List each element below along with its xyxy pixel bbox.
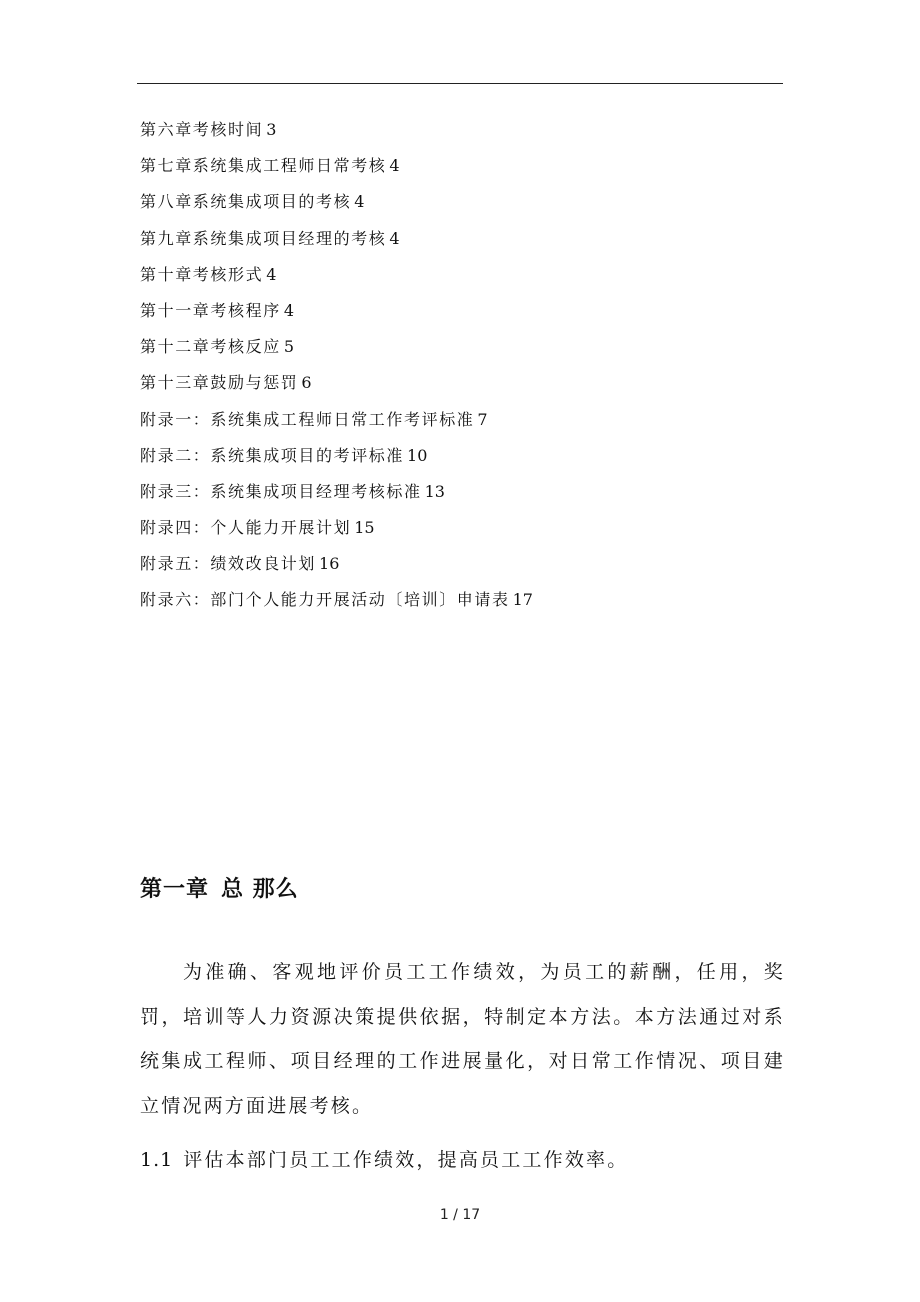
toc-entry-page: 3 (266, 120, 277, 139)
toc-entry-title: 附录三：系统集成项目经理考核标准 (140, 481, 422, 501)
toc-entry-page: 5 (283, 337, 294, 357)
toc-entry[interactable] (140, 189, 780, 225)
subsection-1-1 (140, 1145, 628, 1172)
toc-entry-title: 附录一：系统集成工程师日常工作考评标准 (140, 409, 475, 429)
toc-entry-title: 第十一章考核程序 (140, 300, 281, 320)
toc-entry[interactable] (140, 117, 780, 153)
toc-entry-page: 16 (319, 554, 340, 574)
toc-entry-title: 附录五：绩效改良计划 (140, 554, 317, 574)
toc-entry-title: 第七章系统集成工程师日常考核 (140, 156, 387, 176)
subsection-number: 1.1 (140, 1149, 174, 1171)
toc-entry-page: 4 (389, 156, 400, 176)
toc-entry-page: 6 (301, 373, 312, 393)
toc-entry-page: 10 (407, 445, 428, 465)
toc-entry[interactable] (140, 443, 780, 479)
toc-entry-page: 4 (354, 192, 365, 212)
toc-entry[interactable] (140, 587, 780, 623)
toc-entry[interactable] (140, 334, 780, 370)
toc-entry[interactable] (140, 407, 780, 443)
toc-entry[interactable] (140, 479, 780, 515)
toc-entry[interactable] (140, 262, 780, 298)
toc-entry-title: 第十三章鼓励与惩罚 (140, 373, 299, 393)
toc-entry-page: 4 (283, 300, 294, 320)
subsection-text: 评估本部门员工工作绩效，提高员工工作效率。 (183, 1149, 629, 1171)
page-number-footer: 1 / 17 (439, 1207, 481, 1223)
header-rule (137, 83, 783, 84)
toc-entry[interactable] (140, 298, 780, 334)
toc-entry[interactable] (140, 551, 780, 587)
toc-entry[interactable] (140, 515, 780, 551)
toc-entry-title: 第六章考核时间 (140, 120, 264, 139)
toc-entry-page: 15 (354, 518, 375, 538)
table-of-contents (140, 117, 780, 624)
toc-entry-title: 附录六：部门个人能力开展活动〔培训〕申请表 (140, 590, 510, 610)
intro-paragraph: 为准确、客观地评价员工工作绩效，为员工的薪酬，任用，奖罚，培训等人力资源决策提供依据，特制定本方法。本方法通过对系统集成工程师、项目经理的工作进展量化，对日常工作情况、项目建立情况两方面进展考核。 (140, 961, 785, 1117)
toc-entry-title: 附录四：个人能力开展计划 (140, 518, 352, 538)
toc-entry-page: 7 (477, 409, 488, 429)
toc-entry[interactable] (140, 226, 780, 262)
toc-entry-title: 第十章考核形式 (140, 264, 264, 284)
toc-entry-title: 第九章系统集成项目经理的考核 (140, 228, 387, 248)
toc-entry-title: 附录二：系统集成项目的考评标准 (140, 445, 405, 465)
toc-entry-page: 13 (424, 481, 445, 501)
toc-entry-title: 第十二章考核反应 (140, 337, 281, 357)
toc-entry-page: 4 (389, 228, 400, 248)
toc-entry[interactable] (140, 153, 780, 189)
chapter-heading (140, 872, 299, 903)
toc-entry-page: 17 (512, 590, 533, 610)
toc-entry-page: 4 (266, 264, 277, 284)
chapter-title: 总 那么 (221, 876, 299, 902)
toc-entry[interactable] (140, 370, 780, 406)
chapter-label: 第一章 (140, 876, 210, 902)
toc-entry-title: 第八章系统集成项目的考核 (140, 192, 352, 212)
